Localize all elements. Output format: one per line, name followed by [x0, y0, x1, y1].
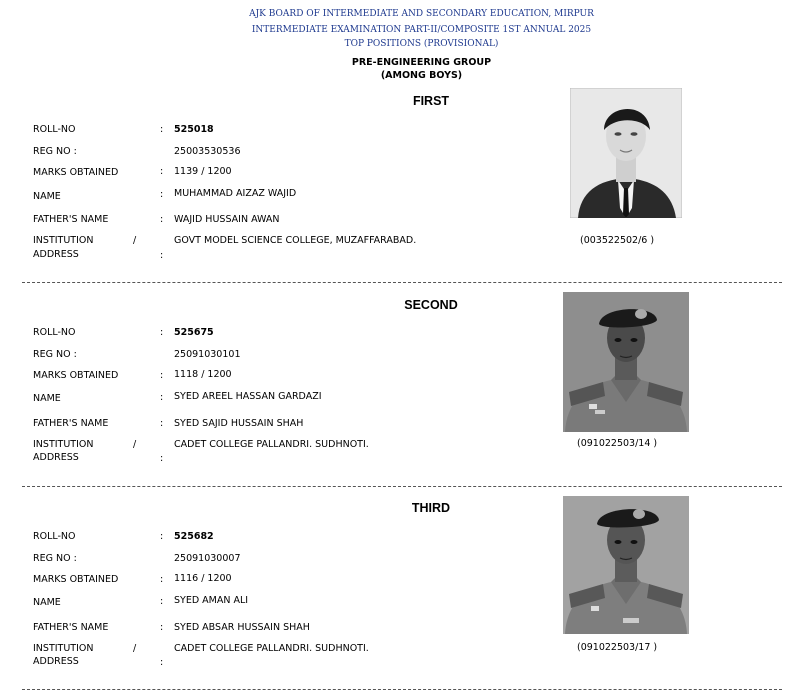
marks-value: 1118 / 1200 [174, 369, 232, 380]
institution-value: GOVT MODEL SCIENCE COLLEGE, MUZAFFARABAD. [174, 235, 417, 246]
name-value: MUHAMMAD AIZAZ WAJID [174, 188, 297, 199]
slash: / [133, 439, 137, 450]
candidate-code: (003522502/6 ) [580, 235, 655, 246]
address-label: ADDRESS [33, 249, 79, 260]
institution-label: INSTITUTION [33, 235, 94, 246]
marks-value: 1116 / 1200 [174, 573, 232, 584]
roll-no-label: ROLL-NO [33, 531, 76, 542]
colon: : [160, 657, 164, 668]
student-photo [563, 496, 689, 634]
marks-label: MARKS OBTAINED [33, 370, 119, 381]
reg-no-label: REG NO : [33, 146, 77, 157]
roll-no-label: ROLL-NO [33, 124, 76, 135]
colon: : [160, 370, 164, 381]
colon: : [160, 166, 164, 177]
father-value: SYED SAJID HUSSAIN SHAH [174, 418, 304, 429]
reg-no-label: REG NO : [33, 349, 77, 360]
reg-no-label: REG NO : [33, 553, 77, 564]
colon: : [160, 214, 164, 225]
name-label: NAME [33, 393, 61, 404]
colon: : [160, 574, 164, 585]
colon: : [160, 531, 164, 542]
marks-label: MARKS OBTAINED [33, 167, 119, 178]
divider [22, 282, 782, 283]
address-label: ADDRESS [33, 452, 79, 463]
father-value: WAJID HUSSAIN AWAN [174, 214, 280, 225]
name-label: NAME [33, 597, 61, 608]
colon: : [160, 189, 164, 200]
board-title: AJK BOARD OF INTERMEDIATE AND SECONDARY EDUCATION, MIRPUR [249, 9, 594, 19]
colon: : [160, 392, 164, 403]
exam-title: INTERMEDIATE EXAMINATION PART-II/COMPOSITE 1ST ANNUAL 2025 [251, 25, 592, 35]
positions-title: TOP POSITIONS (PROVISIONAL) [344, 39, 499, 49]
address-label: ADDRESS [33, 656, 79, 667]
institution-label: INSTITUTION [33, 643, 94, 654]
divider [22, 689, 782, 690]
divider [22, 486, 782, 487]
institution-value: CADET COLLEGE PALLANDRI. SUDHNOTI. [174, 439, 369, 450]
group-subtitle: (AMONG BOYS) [380, 70, 463, 81]
rank-heading: SECOND [404, 298, 458, 312]
colon: : [160, 250, 164, 261]
roll-no-value: 525675 [174, 327, 214, 338]
colon: : [160, 418, 164, 429]
institution-value: CADET COLLEGE PALLANDRI. SUDHNOTI. [174, 643, 369, 654]
father-value: SYED ABSAR HUSSAIN SHAH [174, 622, 310, 633]
roll-no-value: 525018 [174, 124, 214, 135]
colon: : [160, 124, 164, 135]
student-photo [570, 88, 682, 218]
slash: / [133, 235, 137, 246]
father-label: FATHER'S NAME [33, 214, 109, 225]
name-label: NAME [33, 191, 61, 202]
colon: : [160, 622, 164, 633]
name-value: SYED AMAN ALI [174, 595, 249, 606]
marks-value: 1139 / 1200 [174, 166, 232, 177]
colon: : [160, 596, 164, 607]
student-photo [563, 292, 689, 432]
marks-label: MARKS OBTAINED [33, 574, 119, 585]
name-value: SYED AREEL HASSAN GARDAZI [174, 391, 322, 402]
father-label: FATHER'S NAME [33, 418, 109, 429]
colon: : [160, 327, 164, 338]
colon: : [160, 453, 164, 464]
father-label: FATHER'S NAME [33, 622, 109, 633]
group-name: PRE-ENGINEERING GROUP [351, 57, 492, 68]
roll-no-value: 525682 [174, 531, 214, 542]
reg-no-value: 25091030101 [174, 349, 241, 360]
institution-label: INSTITUTION [33, 439, 94, 450]
roll-no-label: ROLL-NO [33, 327, 76, 338]
reg-no-value: 25003530536 [174, 146, 241, 157]
candidate-code: (091022503/14 ) [577, 438, 658, 449]
rank-heading: FIRST [412, 94, 450, 108]
rank-heading: THIRD [411, 501, 451, 515]
candidate-code: (091022503/17 ) [577, 642, 658, 653]
slash: / [133, 643, 137, 654]
reg-no-value: 25091030007 [174, 553, 241, 564]
